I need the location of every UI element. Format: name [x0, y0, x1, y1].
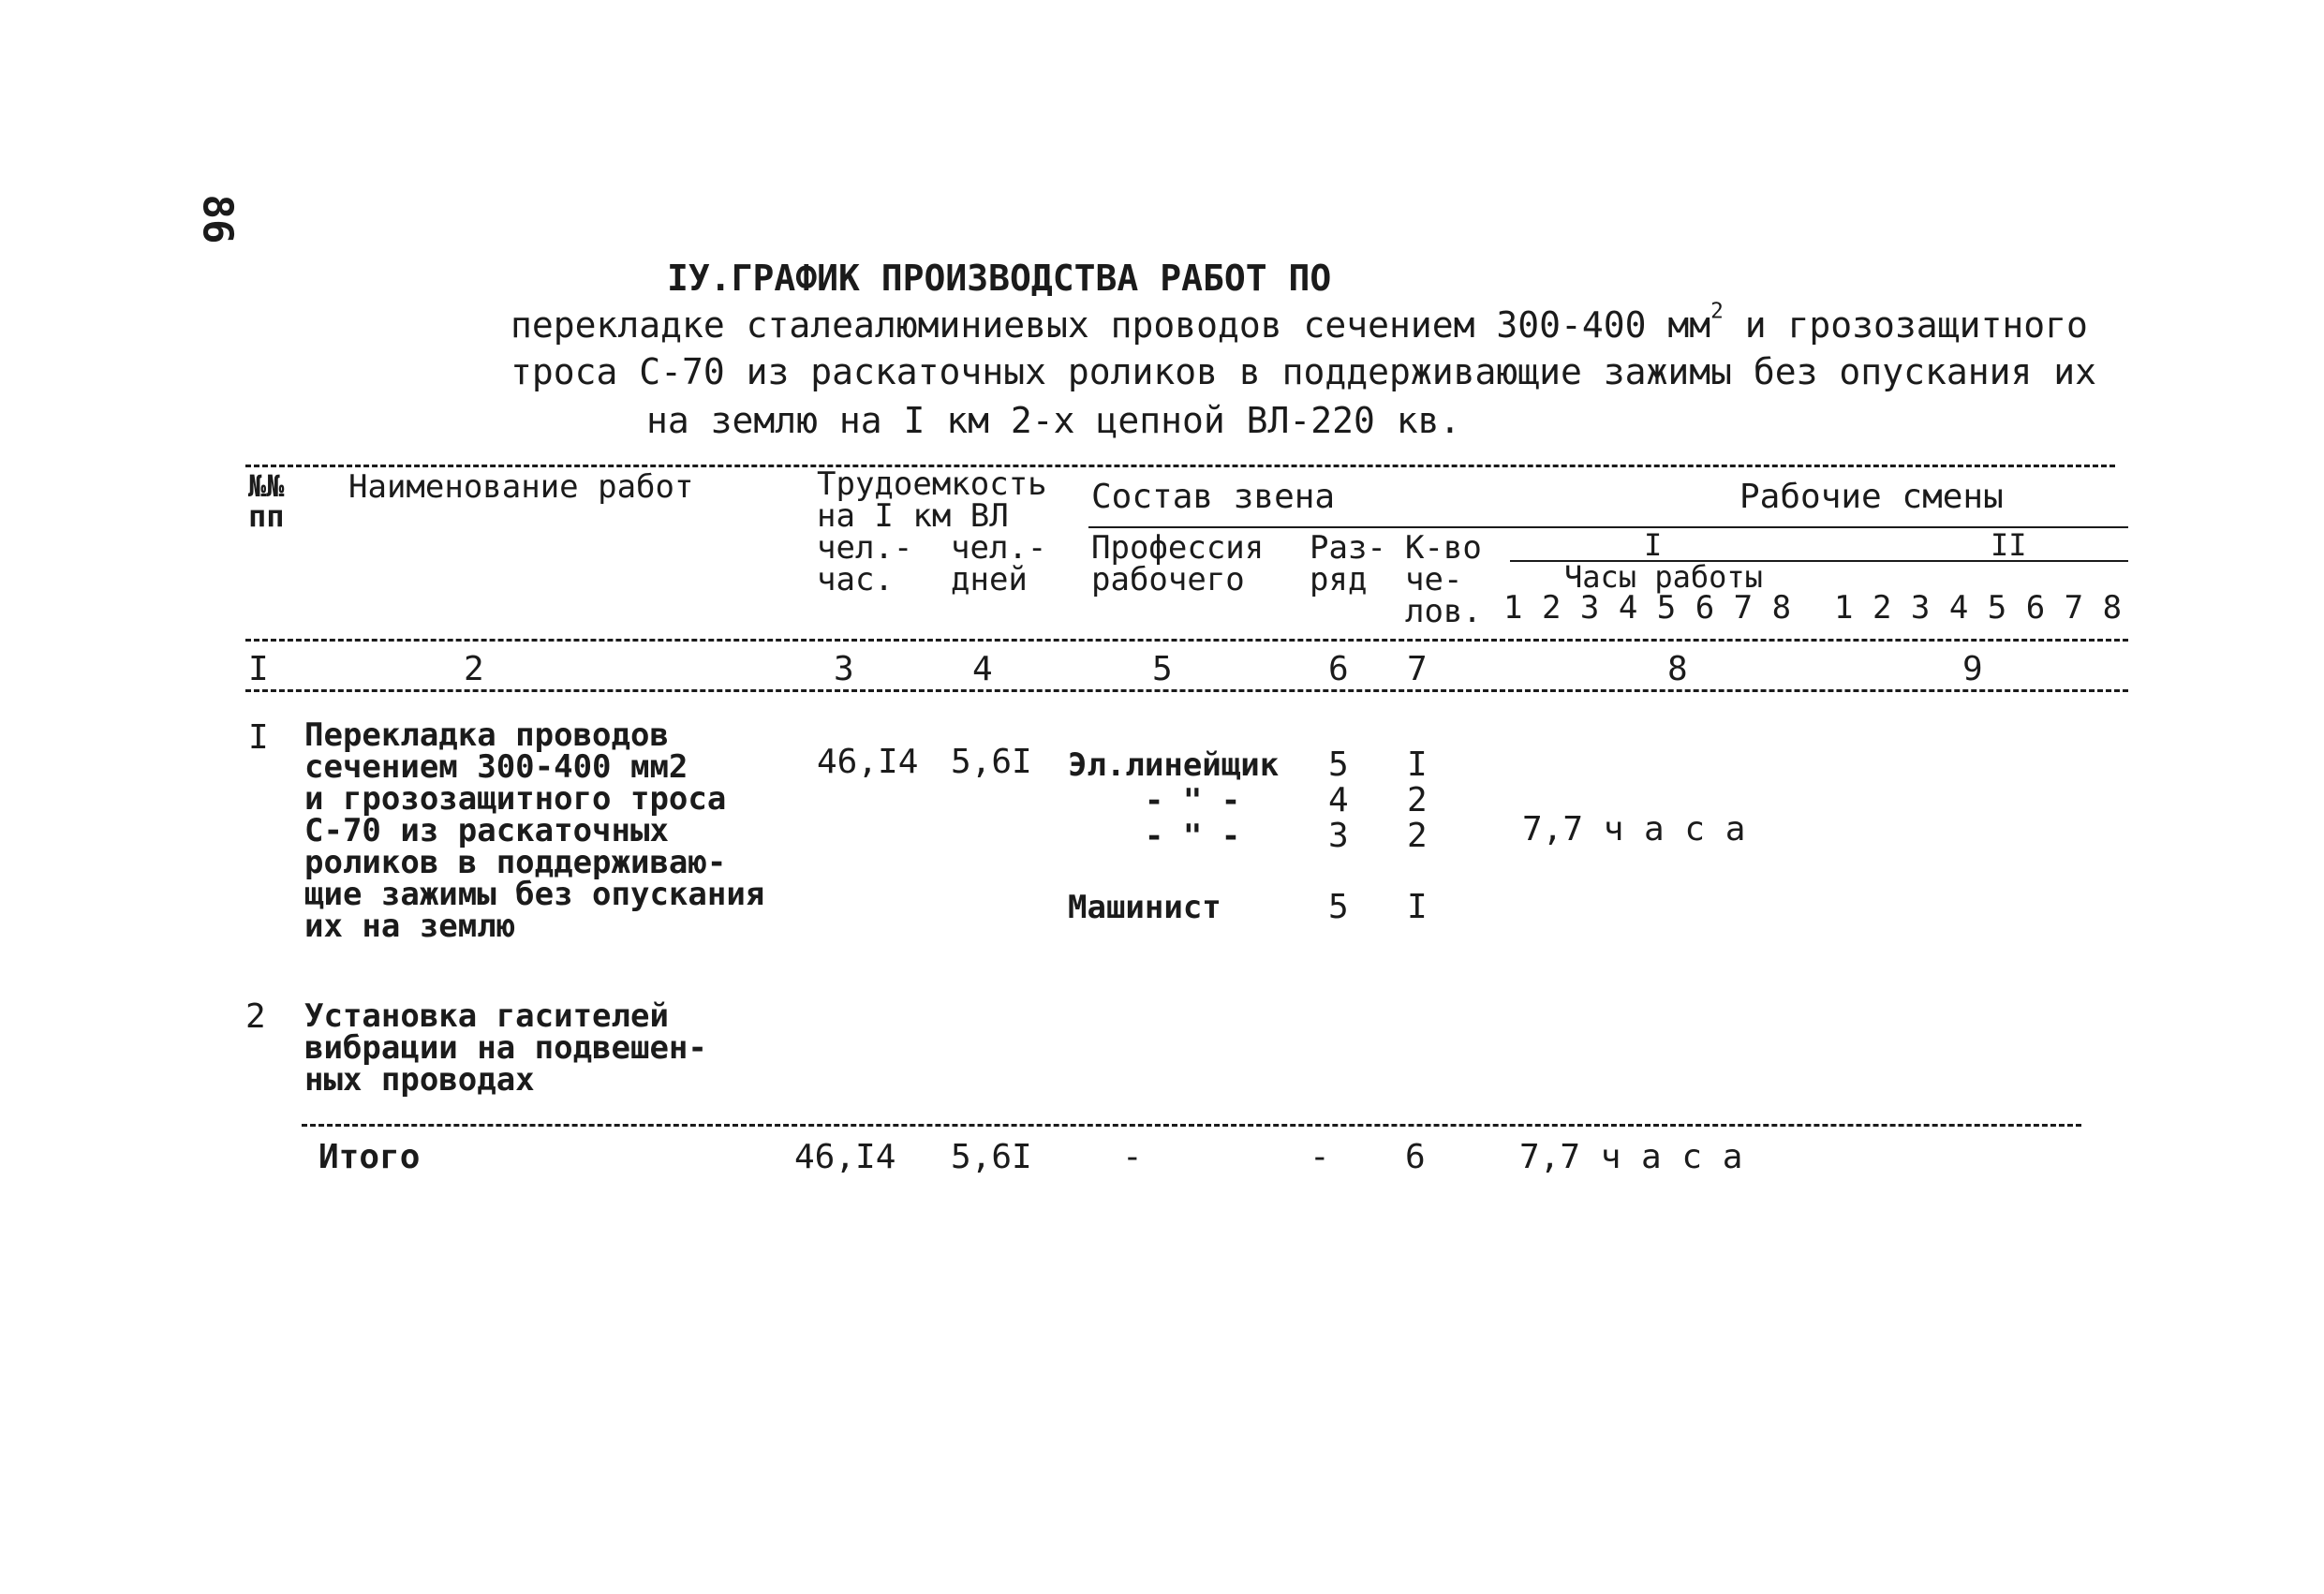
total-top-rule — [302, 1124, 2081, 1127]
column-number-7: 7 — [1407, 650, 1428, 688]
header-shift-2: II — [1991, 527, 2027, 563]
header-labor-hours: чел.- час. — [817, 529, 913, 598]
header-hours-2: 1 2 3 4 5 6 7 8 — [1834, 589, 2123, 627]
title-line-3: троса С-70 из раскаточных роликов в поддерживающие зажимы без опускания их — [511, 351, 2096, 392]
row-1-labor-days: 5,6I — [951, 743, 1032, 781]
header-hours-label: Часы работы — [1564, 559, 1763, 595]
title-line-4: на землю на I км 2-х цепной ВЛ-220 кв. — [646, 400, 1461, 441]
table-top-rule — [245, 465, 2115, 467]
total-duration: 7,7 ч а с а — [1519, 1138, 1743, 1176]
column-number-4: 4 — [972, 650, 993, 688]
column-number-5: 5 — [1152, 650, 1173, 688]
column-number-6: 6 — [1328, 650, 1349, 688]
header-num: №№ пп — [248, 468, 285, 534]
total-count: 6 — [1405, 1138, 1426, 1176]
total-profession: - — [1122, 1138, 1143, 1176]
row-1-counts: I 2 2 I — [1407, 745, 1428, 926]
header-shifts: Рабочие смены — [1739, 478, 2004, 516]
row-1-labor-hours: 46,I4 — [817, 743, 919, 781]
header-name: Наименование работ — [348, 468, 694, 506]
column-number-2: 2 — [464, 650, 484, 688]
title-line-1: IУ.ГРАФИК ПРОИЗВОДСТВА РАБОТ ПО — [667, 258, 1332, 299]
title-line-2: перекладке сталеалюминиевых проводов сечением 300-400 $мм^2$ и грозозащитного — [511, 299, 2088, 346]
row-1-duration: 7,7 ч а с а — [1522, 810, 1746, 849]
header-labor: Трудоемкость на I км ВЛ — [817, 465, 1047, 535]
header-labor-days: чел.- дней — [951, 529, 1047, 598]
row-2-num: 2 — [245, 997, 266, 1036]
header-bottom-rule — [245, 639, 2128, 642]
header-team: Состав звена — [1091, 478, 1336, 516]
header-team-rule — [1088, 526, 2128, 528]
header-hours-1: 1 2 3 4 5 6 7 8 — [1503, 589, 1792, 627]
total-labor-hours: 46,I4 — [794, 1138, 896, 1176]
total-labor-days: 5,6I — [951, 1138, 1032, 1176]
row-2-name: Установка гасителей вибрации на подвешен- ных проводах — [304, 997, 707, 1099]
header-shift-1: I — [1644, 527, 1663, 563]
column-number-rule — [245, 689, 2128, 692]
row-1-grades: 5 4 3 5 — [1328, 745, 1349, 926]
header-count: К-во че- лов. — [1405, 529, 1482, 630]
total-grade: - — [1310, 1138, 1330, 1176]
row-1-professions: Эл.линейщик - " - - " - Машинист — [1068, 746, 1280, 926]
column-number-8: 8 — [1667, 650, 1688, 688]
column-number-9: 9 — [1962, 650, 1983, 688]
row-1-num: I — [248, 718, 269, 757]
header-grade: Раз- ряд — [1310, 529, 1386, 598]
row-1-name: Перекладка проводов сечением 300-400 мм2 и грозозащитного троса С-70 из раскаточных роликов в поддерживаю- щие зажимы без опускания их на землю — [304, 716, 765, 945]
header-profession: Профессия рабочего — [1091, 529, 1265, 598]
page-number: 86 — [193, 194, 242, 244]
column-number-1: I — [248, 650, 269, 688]
column-number-3: 3 — [834, 650, 854, 688]
total-label: Итого — [318, 1138, 421, 1176]
